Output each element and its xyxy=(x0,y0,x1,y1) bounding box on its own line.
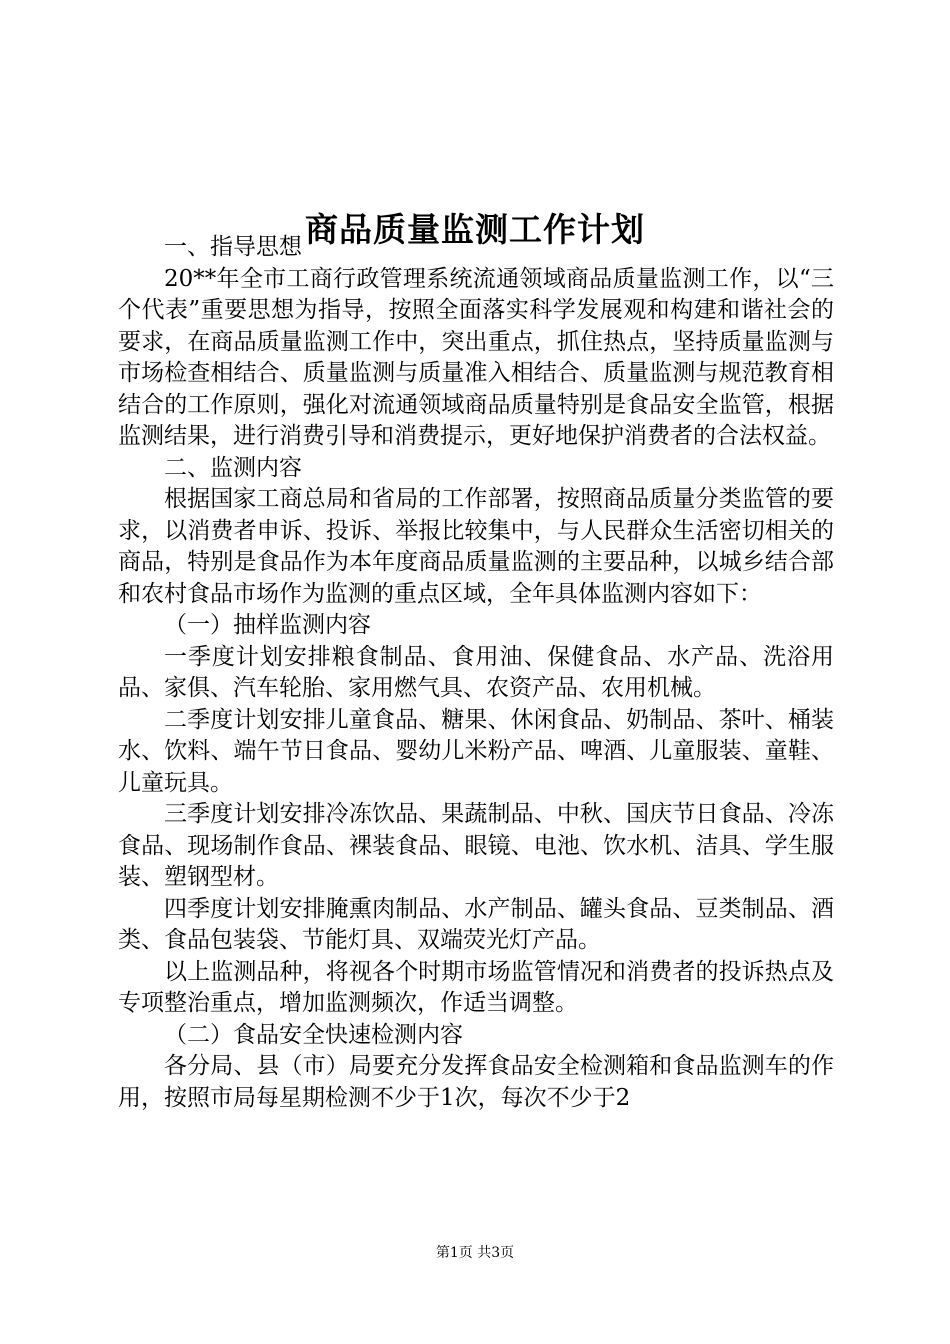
heading-monitoring-content: 二、监测内容 xyxy=(164,454,302,481)
heading-guiding-ideology: 一、指导思想 xyxy=(164,234,302,260)
paragraph-adjustment: 以上监测品种，将视各个时期市场监管情况和消费者的投诉热点及专项整治重点，增加监测频次，作适当调整。 xyxy=(118,958,834,1016)
document-body xyxy=(118,232,834,1114)
paragraph-food-safety: 各分局、县（市）局要充分发挥食品安全检测箱和食品监测车的作用，按照市局每星期检测不少于1次，每次不少于2 xyxy=(118,1053,834,1111)
paragraph-q3: 三季度计划安排冷冻饮品、果蔬制品、中秋、国庆节日食品、冷冻食品、现场制作食品、裸装食品、眼镜、电池、饮水机、洁具、学生服装、塑钢型材。 xyxy=(118,801,834,890)
subheading-food-safety: （二）食品安全快速检测内容 xyxy=(164,1021,463,1048)
document-title: 商品质量监测工作计划 xyxy=(305,210,645,250)
subheading-sampling: （一）抽样监测内容 xyxy=(164,612,371,638)
paragraph-guiding-ideology: 20**年全市工商行政管理系统流通领域商品质量监测工作，以“三个代表”重要思想为指导，按照全面落实科学发展观和构建和谐社会的要求，在商品质量监测工作中，突出重点，抓住热点，坚持质量监测与市场检查相结合、质量监测与质量准入相结合、质量监测与规范教育相结合的工作原则，强化对流通领域商品质量特别是食品安全监管，根据监测结果，进行消费引导和消费提示，更好地保护消费者的合法权益。 xyxy=(118,265,834,449)
paragraph-q1: 一季度计划安排粮食制品、食用油、保健食品、水产品、洗浴用品、家俱、汽车轮胎、家用燃气具、农资产品、农用机械。 xyxy=(118,643,834,701)
paragraph-q4: 四季度计划安排腌熏肉制品、水产制品、罐头食品、豆类制品、酒类、食品包装袋、节能灯具、双端荧光灯产品。 xyxy=(118,895,834,953)
paragraph-q2: 二季度计划安排儿童食品、糖果、休闲食品、奶制品、茶叶、桶装水、饮料、端午节日食品、婴幼儿米粉产品、啤酒、儿童服装、童鞋、儿童玩具。 xyxy=(118,706,834,796)
page-footer: 第1页 共3页 xyxy=(435,1245,515,1261)
paragraph-monitoring-content: 根据国家工商总局和省局的工作部署，按照商品质量分类监管的要求，以消费者申诉、投诉、举报比较集中，与人民群众生活密切相关的商品，特别是食品作为本年度商品质量监测的主要品种，以城乡结合部和农村食品市场作为监测的重点区域，全年具体监测内容如下： xyxy=(118,486,834,607)
